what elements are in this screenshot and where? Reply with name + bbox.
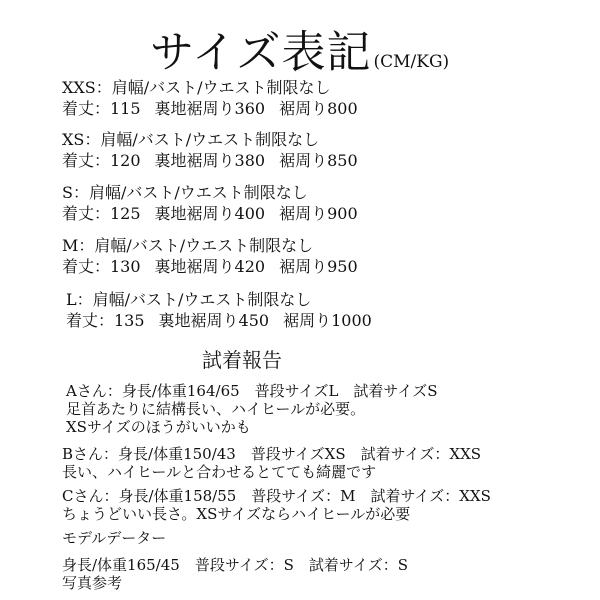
size-hem: 裾周り850 — [279, 151, 358, 170]
model-data-line2: 写真参考 — [62, 574, 123, 592]
report-c-line2: ちょうどいい長さ。XSサイズならハイヒールが必要 — [62, 505, 411, 523]
size-hem: 裾周り1000 — [283, 311, 372, 330]
report-b-line2: 長い、ハイヒールと合わせるとてても綺麗です — [62, 463, 377, 481]
size-s-measurements — [62, 204, 358, 224]
report-b-line1: Bさん：身長/体重150/43 普段サイズXS 試着サイズ：XXS — [62, 445, 482, 463]
size-hem: 裾周り900 — [279, 204, 358, 223]
size-s-label: S：肩幅/バスト/ウエスト制限なし — [62, 183, 308, 202]
size-l-label: L：肩幅/バスト/ウエスト制限なし — [66, 290, 312, 309]
report-c-line1: Cさん：身長/体重158/55 普段サイズ：M 試着サイズ：XXS — [62, 487, 491, 505]
size-hem: 裾周り800 — [279, 99, 358, 118]
size-length: 着丈：135 — [66, 311, 145, 330]
size-lining-hem: 裏地裾周り400 — [154, 204, 266, 223]
title-main: サイズ表記 — [150, 27, 372, 78]
size-lining-hem: 裏地裾周り450 — [158, 311, 270, 330]
report-a-line1: Aさん：身長/体重164/65 普段サイズL 試着サイズS — [66, 382, 438, 400]
size-xs-measurements — [62, 151, 358, 171]
size-xxs-measurements — [62, 99, 358, 119]
size-l-measurements — [66, 311, 372, 331]
report-a-line2: 足首あたりに結構長い、ハイヒールが必要。 — [66, 400, 366, 418]
size-lining-hem: 裏地裾周り360 — [154, 99, 266, 118]
size-length: 着丈：115 — [62, 99, 141, 118]
model-data-line1: 身長/体重165/45 普段サイズ：S 試着サイズ：S — [62, 556, 408, 574]
size-length: 着丈：130 — [62, 257, 141, 276]
size-lining-hem: 裏地裾周り420 — [154, 257, 266, 276]
size-m-label: M：肩幅/バスト/ウエスト制限なし — [62, 236, 314, 255]
page-title — [150, 16, 449, 80]
size-hem: 裾周り950 — [279, 257, 358, 276]
fitting-report-heading: 試着報告 — [202, 348, 282, 372]
size-length: 着丈：125 — [62, 204, 141, 223]
size-lining-hem: 裏地裾周り380 — [154, 151, 266, 170]
title-unit: (CM/KG) — [373, 52, 450, 72]
size-m-measurements — [62, 257, 358, 277]
size-length: 着丈：120 — [62, 151, 141, 170]
report-a-line3: XSサイズのほうがいいかも — [66, 418, 251, 436]
size-xs-label: XS：肩幅/バスト/ウエスト制限なし — [62, 130, 320, 149]
size-xxs-label: XXS：肩幅/バスト/ウエスト制限なし — [62, 78, 331, 97]
model-data-heading: モデルデーター — [62, 529, 167, 547]
